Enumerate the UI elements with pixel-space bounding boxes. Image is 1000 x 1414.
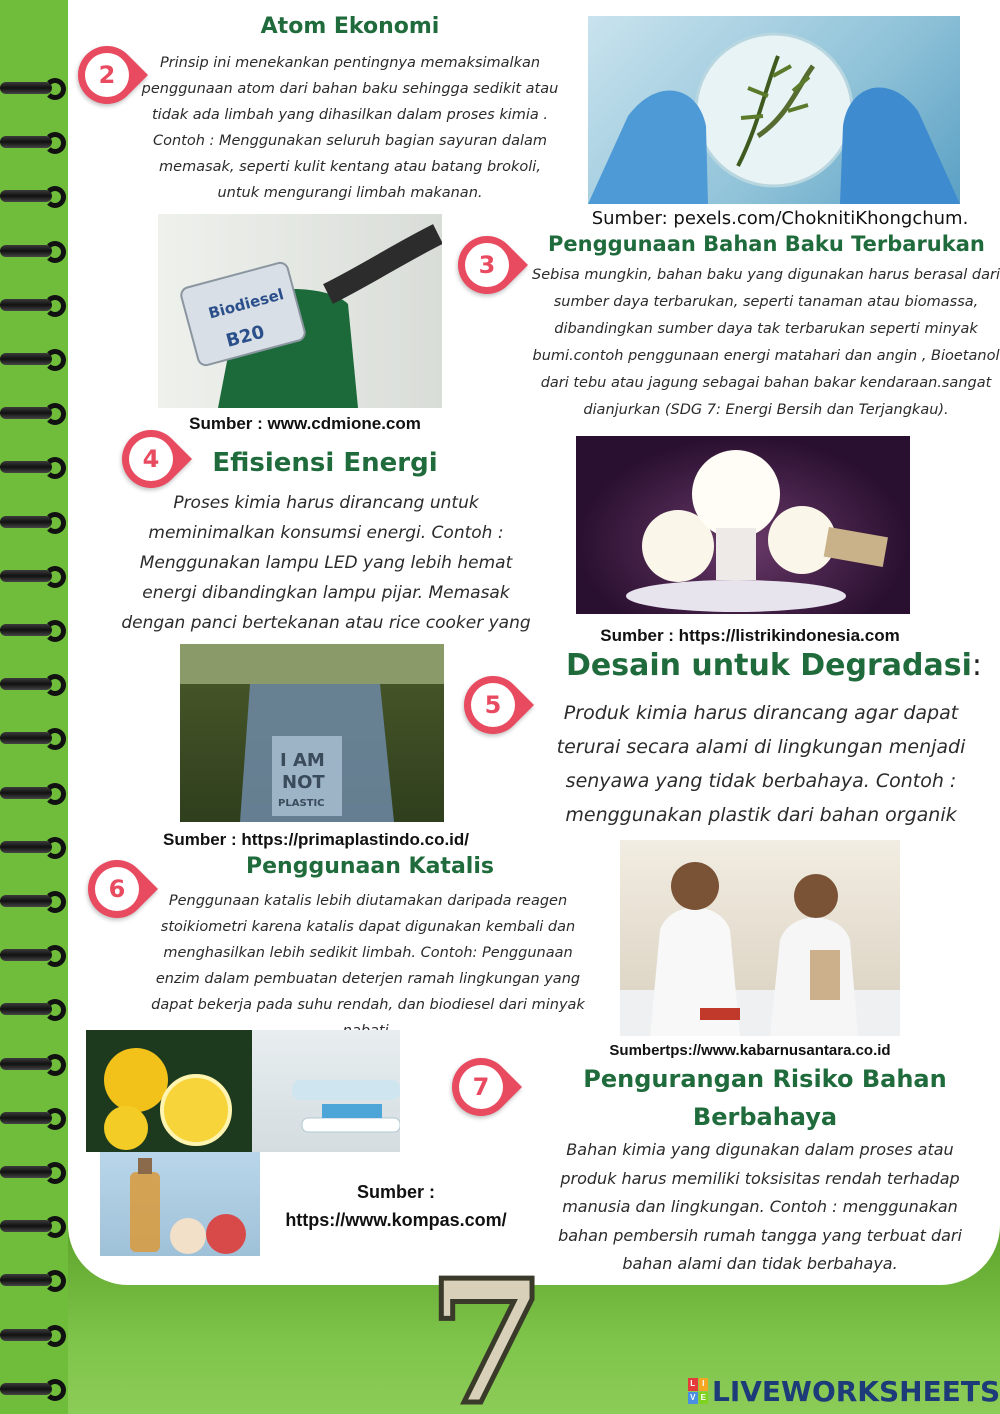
number-badge-7: 7: [452, 1058, 510, 1116]
spiral-ring: [0, 78, 66, 98]
liveworksheets-logo-icon: L I V E: [688, 1378, 708, 1404]
source-kompas: [262, 1178, 530, 1234]
photo-biodiesel-nozzle: [158, 214, 442, 408]
photo-students-lab: [620, 840, 900, 1036]
spiral-ring: [0, 1379, 66, 1399]
spiral-ring: [0, 1325, 66, 1345]
spiral-ring: [0, 728, 66, 748]
liveworksheets-logo: [688, 1374, 1000, 1408]
desain-degradasi-title-text: Desain untuk Degradasi: [566, 648, 972, 683]
spiral-ring: [0, 783, 66, 803]
section-body-efisiensi-energi: Proses kimia harus dirancang untuk meminimalkan konsumsi energi. Contoh : Menggunakan lampu LED yang lebih hemat energi dibandingkan lampu pijar. Memasak dengan panci bertekanan atau rice cooker yang: [121, 493, 531, 633]
spiral-ring: [0, 457, 66, 477]
section-title-efisiensi-energi: Efisiensi Energi: [212, 448, 438, 478]
spiral-ring: [0, 1162, 66, 1182]
page-number: [432, 1262, 542, 1412]
spiral-ring: [0, 241, 66, 261]
number-badge-4: 4: [122, 430, 180, 488]
pengurangan-risiko-title-line2: Berbahaya: [692, 1103, 838, 1131]
source-cdmione: Sumber : www.cdmione.com: [189, 414, 421, 433]
bag-text-plastic: PLASTIC: [278, 798, 325, 809]
spiral-ring: [0, 891, 66, 911]
section-body-desain-degradasi: Produk kimia harus dirancang agar dapat terurai secara alami di lingkungan menjadi senyawa yang tidak berbahaya. Contoh : menggunakan plastik dari bahan organik: [556, 702, 966, 826]
spiral-ring: [0, 295, 66, 315]
photo-i-am-not-plastic-bag: [180, 644, 444, 822]
section-title-desain-degradasi: [566, 648, 986, 683]
section-body-penggunaan-katalis: Penggunaan katalis lebih diutamakan daripada reagen stoikiometri karena katalis dapat digunakan kembali dan menghasilkan lebih sedikit limbah. Contoh: Penggunaan enzim dalam pembuatan deterjen ramah lingkungan yang dapat bekerja pada suhu rendah, dan biodiesel dari minyak: [151, 893, 585, 1013]
source-kompas-url: https://www.kompas.com/: [285, 1210, 507, 1230]
biodiesel-label: Biodiesel: [206, 285, 286, 323]
page-number-text: 7: [432, 1262, 542, 1412]
section-body-bahan-baku-terbarukan: Sebisa mungkin, bahan baku yang digunakan harus berasal dari sumber daya terbarukan, seperti tanaman atau biomassa, dibandingkan sumber daya tak terbarukan seperti minyak bumi.contoh penggunaan energi matahari dan angin , Bioetanol dari tebu atau jagung sebagai bahan bakar kendaraan.sangat dianjurkan (SDG 7: Energi Bersih dan Terjangkau).: [532, 267, 1000, 418]
photo-vinegar-apples: [100, 1152, 260, 1256]
spiral-ring: [0, 566, 66, 586]
biodiesel-grade: B20: [223, 321, 267, 352]
spiral-ring: [0, 1108, 66, 1128]
desain-degradasi-title-colon: :: [971, 648, 982, 683]
section-body-atom-ekonomi: Prinsip ini menekankan pentingnya memaksimalkan penggunaan atom dari bahan baku sehingga sedikit atau tidak ada limbah yang dihasilkan dalam proses kimia . Contoh : Menggunakan seluruh bagian sayuran dalam memasak, seperti kulit kentang atau batang brokoli, untuk mengurangi limbah makanan.: [141, 55, 559, 201]
spiral-ring: [0, 349, 66, 369]
source-primaplastindo: Sumber : https://primaplastindo.co.id/: [162, 830, 470, 849]
spiral-ring: [0, 1216, 66, 1236]
spiral-ring: [0, 512, 66, 532]
spiral-ring: [0, 1054, 66, 1074]
photo-lemons: [86, 1030, 252, 1152]
spiral-ring: [0, 132, 66, 152]
spiral-ring: [0, 403, 66, 423]
spiral-ring: [0, 620, 66, 640]
notebook-left-strip: [0, 0, 70, 1414]
spiral-ring: [0, 837, 66, 857]
liveworksheets-logo-text: LIVEWORKSHEETS: [712, 1374, 1000, 1408]
section-title-pengurangan-risiko: [560, 1060, 970, 1136]
number-badge-3: 3: [458, 236, 516, 294]
source-pexels: Sumber: pexels.com/ChoknitiKhongchum.: [591, 208, 969, 229]
spiral-ring: [0, 186, 66, 206]
spiral-ring: [0, 674, 66, 694]
section-title-atom-ekonomi: Atom Ekonomi: [260, 14, 440, 39]
bag-text-i-am: I AM: [280, 750, 325, 771]
photo-toothbrush: [252, 1030, 400, 1152]
number-badge-6: 6: [88, 860, 146, 918]
bag-text-not: NOT: [282, 772, 325, 793]
pengurangan-risiko-title-line1: Pengurangan Risiko Bahan: [583, 1065, 947, 1093]
photo-led-bulbs: [576, 436, 910, 614]
source-kompas-label: Sumber :: [356, 1182, 435, 1202]
source-kabarnusantara: Sumbertps://www.kabarnusantara.co.id: [609, 1042, 891, 1059]
source-listrikindonesia: Sumber : https://listrikindonesia.com: [600, 626, 900, 645]
section-title-penggunaan-katalis: Penggunaan Katalis: [246, 854, 494, 879]
section-title-bahan-baku-terbarukan: Penggunaan Bahan Baku Terbarukan: [548, 232, 985, 256]
spiral-ring: [0, 1270, 66, 1290]
section-body-pengurangan-risiko: Bahan kimia yang digunakan dalam proses atau produk harus memiliki toksisitas rendah terhadap manusia dan lingkungan. Contoh : menggunakan bahan pembersih rumah tangga yang terbuat dari bahan alami dan tidak berbahaya.: [558, 1140, 962, 1273]
number-badge-2: 2: [78, 46, 136, 104]
number-badge-5: 5: [464, 676, 522, 734]
spiral-ring: [0, 945, 66, 965]
spiral-ring: [0, 999, 66, 1019]
photo-gloved-hands-petri-dish: [588, 16, 960, 204]
